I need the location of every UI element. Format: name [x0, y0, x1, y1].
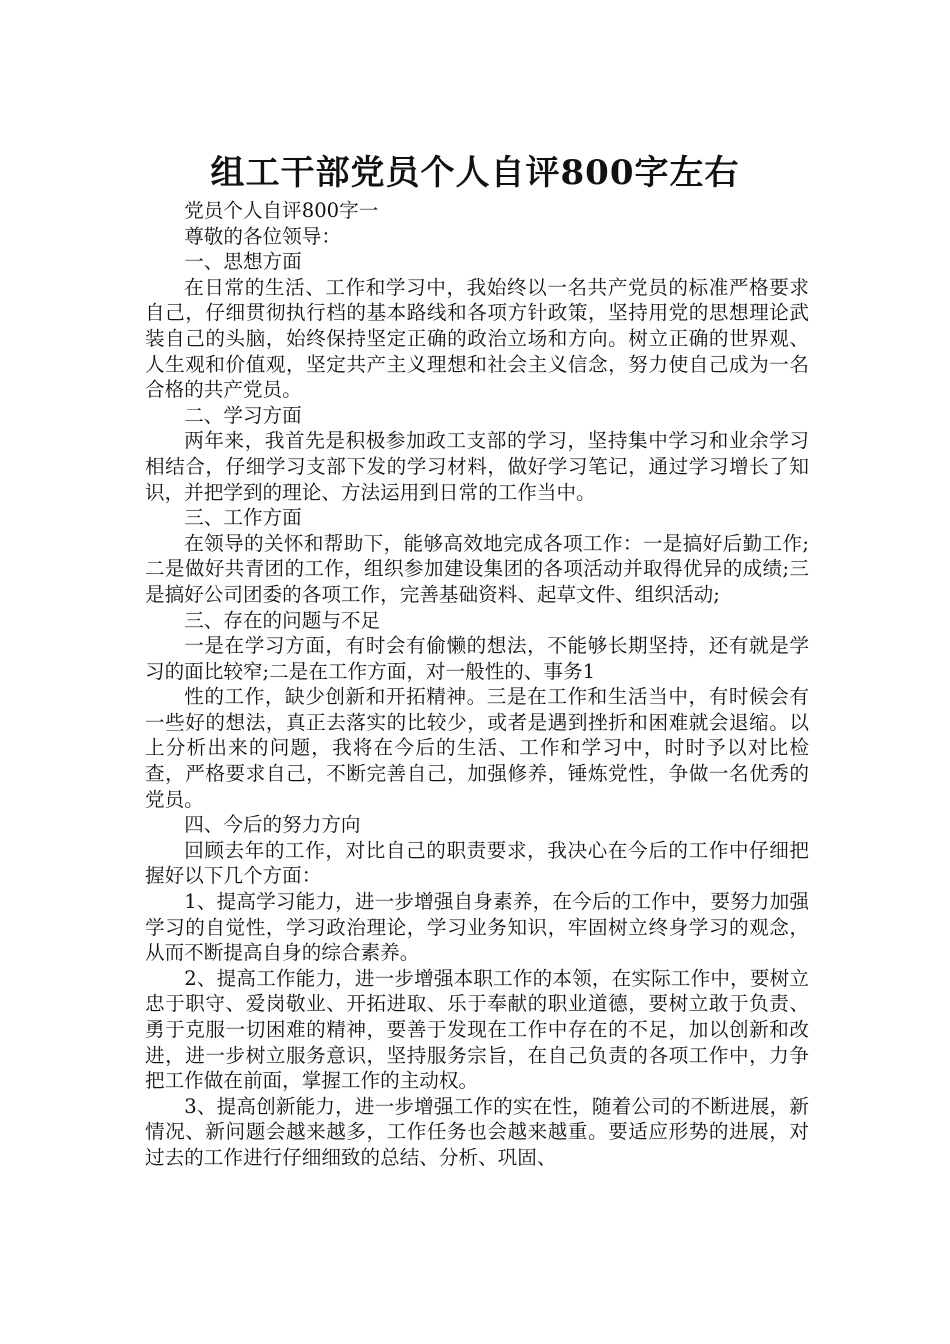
- section-heading: 四、今后的努力方向: [184, 813, 361, 837]
- paragraph: 尊敬的各位领导：: [184, 224, 341, 248]
- paragraph: 回顾去年的工作，对比自己的职责要求，我决心在今后的工作中仔细把握好以下几个方面：: [145, 838, 809, 888]
- document-title: 组工干部党员个人自评800字左右: [210, 152, 740, 193]
- section-heading: 三、工作方面: [184, 506, 302, 530]
- paragraph: 一是在学习方面，有时会有偷懒的想法，不能够长期坚持，还有就是学习的面比较窄;二是在工作方面，对一般性的、事务1: [145, 634, 809, 683]
- list-item: 1、提高学习能力，进一步增强自身素养，在今后的工作中，要努力加强学习的自觉性，学习政治理论，学习业务知识，牢固树立终身学习的观念，从而不断提高自身的综合素养。: [145, 890, 809, 965]
- section-heading: 三、存在的问题与不足: [184, 608, 381, 632]
- paragraph: 在领导的关怀和帮助下，能够高效地完成各项工作：一是搞好后勤工作;二是做好共青团的工作，组织参加建设集团的各项活动并取得优异的成绩;三是搞好公司团委的各项工作，完善基础资料、起草文件、组织活动;: [145, 531, 809, 606]
- section-heading: 一、思想方面: [184, 250, 302, 274]
- list-item: 3、提高创新能力，进一步增强工作的实在性，随着公司的不断进展，新情况、新问题会越来越多，工作任务也会越来越重。要适应形势的进展，对过去的工作进行仔细细致的总结、分析、巩固、: [145, 1094, 809, 1169]
- paragraph: 党员个人自评800字一: [184, 199, 379, 222]
- paragraph: 性的工作，缺少创新和开拓精神。三是在工作和生活当中，有时候会有一些好的想法，真正去落实的比较少，或者是遇到挫折和困难就会退缩。以上分析出来的问题，我将在今后的生活、工作和学习中，时时予以对比检查，严格要求自己，不断完善自己，加强修养，锤炼党性，争做一名优秀的党员。: [145, 685, 809, 811]
- section-heading: 二、学习方面: [184, 403, 302, 427]
- paragraph: 在日常的生活、工作和学习中，我始终以一名共产党员的标准严格要求自己，仔细贯彻执行档的基本路线和各项方针政策，坚持用党的思想理论武装自己的头脑，始终保持坚定正确的政治立场和方向。树立正确的世界观、人生观和价值观，坚定共产主义理想和社会主义信念，努力使自己成为一名合格的共产党员。: [145, 275, 809, 402]
- paragraph: 两年来，我首先是积极参加政工支部的学习，坚持集中学习和业余学习相结合，仔细学习支部下发的学习材料，做好学习笔记，通过学习增长了知识，并把学到的理论、方法运用到日常的工作当中。: [145, 429, 809, 504]
- document-body: [145, 198, 809, 1171]
- list-item: 2、提高工作能力，进一步增强本职工作的本领，在实际工作中，要树立忠于职守、爱岗敬业、开拓进取、乐于奉献的职业道德，要树立敢于负责、勇于克服一切困难的精神，要善于发现在工作中存在的不足，加以创新和改进，进一步树立服务意识，坚持服务宗旨，在自己负责的各项工作中，力争把工作做在前面，掌握工作的主动权。: [145, 966, 809, 1093]
